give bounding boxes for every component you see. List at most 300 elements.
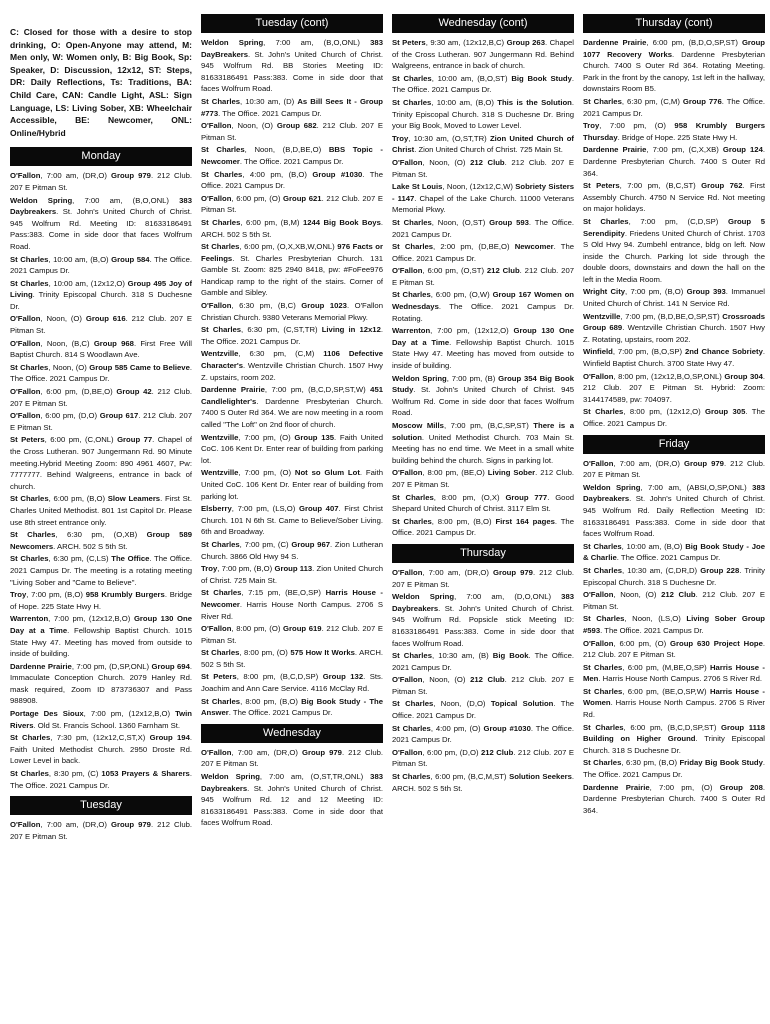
- meeting-location: . O'Fallon Christian Church. 9380 Veterans Memorial Pkwy.: [201, 301, 383, 322]
- meeting-city: St Charles: [392, 699, 434, 709]
- meeting-listing: [392, 492, 574, 515]
- meeting-city: O'Fallon: [10, 411, 41, 421]
- meeting-listing: [201, 771, 383, 829]
- meeting-listing: [10, 819, 192, 842]
- meeting-time-format: , 7:00 am, (DR,O): [613, 458, 684, 468]
- meeting-listing: [583, 782, 765, 817]
- meeting-listing: [201, 300, 383, 323]
- meeting-group-name: BBS Topic - Newcomer: [201, 145, 383, 166]
- meeting-group-name: 383 Daybreakers: [201, 772, 383, 793]
- meeting-location: . Harris House North Campus. 2706 S River Rd.: [201, 599, 383, 621]
- meeting-location: . 212 Club. 207 E Pitman St.: [10, 314, 192, 336]
- meeting-group-name: 212 Club: [480, 747, 514, 757]
- meeting-location: . 212 Club. 207 E Pitman St.: [392, 468, 574, 489]
- meeting-group-name: Group 979: [110, 171, 151, 181]
- meeting-listing: [201, 217, 383, 240]
- meeting-city: O'Fallon: [201, 624, 232, 634]
- meeting-time-format: , 6:30 pm, (C,LS): [48, 554, 112, 564]
- meeting-listing: [201, 647, 383, 670]
- meeting-listing: [201, 144, 383, 167]
- column-2: [201, 14, 383, 1018]
- meeting-location: . Zion Lutheran Church. 3866 Old Hwy 94 S.: [201, 539, 383, 561]
- meeting-group-name: Group 762: [701, 181, 743, 191]
- meeting-time-format: , 7:00 am, (D,O,ONL): [454, 592, 562, 602]
- meeting-location: . Good Shepard United Church of Christ. 3117 Elm St.: [392, 492, 574, 514]
- meeting-listing: [201, 348, 383, 383]
- meeting-group-name: First 164 pages: [495, 516, 555, 526]
- meeting-location: . Chapel of the Cross Lutheran. 907 Jungermann Rd. Behind Walgreens, entrance in back of church.: [392, 38, 574, 71]
- meeting-city: Dardenne Prairie: [583, 782, 650, 792]
- meeting-group-name: Group 132: [322, 672, 364, 682]
- meeting-listing: [10, 386, 192, 409]
- meeting-listing: [392, 591, 574, 649]
- meeting-location: . 212 Club. 207 E Pitman St.: [392, 157, 574, 179]
- meeting-time-format: , 7:00 am, (DR,O): [40, 171, 111, 181]
- meeting-listing: [201, 623, 383, 646]
- meeting-time-format: , 7:00 am, (B,O,ONL): [263, 38, 371, 47]
- meeting-listing: [583, 311, 765, 346]
- meeting-group-name: Group 167 Women on Wednesdays: [392, 290, 574, 312]
- meeting-location: . St. Charles Presbyterian Church. 131 Gamble St. Zoom: 825 2940 8418, pw: #FoFee976 Handicap ramp to the right of the stairs. Corner of Gamble and Sibley.: [201, 253, 383, 298]
- meeting-group-name: Big Book Study: [511, 73, 572, 83]
- meeting-location: . Trinity Episcopal Church. 318 S Duchesne Dr.: [583, 565, 765, 587]
- meeting-listing: [10, 661, 192, 707]
- meeting-time-format: , 6:00 pm, (O): [231, 193, 284, 203]
- meeting-location: . The Office. 2021 Campus Dr.: [616, 553, 721, 563]
- meeting-location: . 212 Club. 207 E Pitman St.: [10, 171, 192, 192]
- meeting-location: . 212 Club. 207 E Pitman St.: [201, 747, 383, 769]
- meeting-location: . 212 Club. 207 E Pitman St. Hybrid: Zoom: 3144174589, pw: 704097.: [583, 371, 765, 404]
- meeting-time-format: , 7:00 pm, (O): [238, 432, 295, 442]
- meeting-group-name: Group #1030: [312, 169, 363, 179]
- meeting-location: . 212 Club. 207 E Pitman St.: [583, 458, 765, 480]
- meeting-listing: [392, 241, 574, 264]
- meeting-city: Wentzville: [583, 311, 621, 321]
- meeting-group-name: Group 5 Serendipity: [583, 216, 765, 238]
- meeting-group-name: 212 Club: [661, 590, 696, 600]
- meeting-location: . 212 Club. 207 E Pitman St.: [10, 387, 192, 408]
- meeting-group-name: 383 Daybreakers: [392, 592, 574, 613]
- meeting-time-format: , 10:30 am, (C,DR,D): [622, 565, 701, 575]
- meeting-city: Wentzville: [201, 432, 239, 442]
- meeting-time-format: , 7:00 am, (DR,O): [422, 567, 493, 577]
- meeting-group-name: The Office: [111, 554, 150, 564]
- meeting-time-format: , 7:00 pm, (12x12,O): [430, 326, 514, 336]
- meeting-group-name: Friday Big Book Study: [679, 758, 763, 768]
- meeting-group-name: Group 979: [492, 567, 533, 577]
- meeting-city: Portage Des Sioux: [10, 709, 84, 719]
- meeting-city: St Charles: [583, 662, 623, 672]
- day-heading: Tuesday: [10, 796, 192, 815]
- meeting-city: Weldon Spring: [10, 195, 73, 205]
- meeting-group-name: Group 113: [274, 564, 313, 574]
- meeting-time-format: , 8:30 pm, (C): [48, 769, 102, 779]
- meeting-city: St Charles: [10, 494, 49, 504]
- meeting-time-format: , 6:00 pm, (O): [613, 638, 671, 648]
- meeting-listing: [10, 410, 192, 433]
- meeting-group-name: Living in 12x12: [321, 325, 381, 335]
- meeting-listing: [392, 373, 574, 419]
- meeting-location: . Immaculate Conception Church. 2079 Hanley Rd. mask required, Zoom ID 873736307 and Pass 988908.: [10, 661, 192, 706]
- meeting-group-name: Group 208: [719, 782, 763, 792]
- meeting-time-format: , 4:00 pm, (O): [430, 723, 484, 733]
- meeting-group-name: Group 304: [724, 371, 763, 381]
- meeting-location: . Dardenne Presbyterian Church. 7400 S Outer Rd 364.: [583, 145, 765, 178]
- meeting-time-format: , 7:00 am, (DR,O): [231, 747, 302, 757]
- meeting-listing: [10, 313, 192, 336]
- meeting-city: O'Fallon: [583, 371, 614, 381]
- meeting-listing: [583, 613, 765, 636]
- meeting-group-name: Topical Solution: [490, 699, 554, 709]
- meeting-location: . The Office. 2021 Campus Dr.: [392, 73, 574, 95]
- meeting-city: Troy: [392, 133, 409, 143]
- meeting-location: . 212 Club. 207 E Pitman St.: [583, 638, 765, 660]
- meeting-city: St Charles: [10, 733, 51, 743]
- meeting-city: Warrenton: [10, 614, 49, 624]
- meeting-time-format: , 8:00 pm, (BE,O): [422, 468, 488, 478]
- meeting-time-format: , 7:00 pm, (B,O): [26, 590, 86, 600]
- meeting-city: Elsberry: [201, 504, 232, 514]
- meeting-time-format: , 4:00 pm, (B,O): [242, 169, 313, 179]
- meeting-group-name: 2nd Chance Sobriety: [684, 347, 763, 357]
- meeting-time-format: , 6:00 pm, (B,C,D,SP,ST): [623, 722, 722, 732]
- meeting-time-format: , 7:00 pm, (B): [446, 373, 499, 383]
- meeting-time-format: , 7:00 pm, (LS,O): [231, 504, 299, 514]
- meeting-city: St Charles: [583, 722, 624, 732]
- meeting-location: . Harris House North Campus. 2706 S River Rd.: [583, 698, 765, 720]
- meeting-location: . Trinity Episcopal Church. 318 S Duchesne Dr. Bring your Big Book, Moved to Lower Level.: [392, 97, 574, 131]
- meeting-city: O'Fallon: [201, 301, 232, 311]
- meeting-group-name: Group 407: [298, 504, 339, 514]
- meeting-time-format: , 6:30 pm, (C,ST,TR): [241, 325, 322, 335]
- meeting-time-format: , 6:00 pm, (B,D,O,SP,ST): [646, 38, 742, 47]
- meeting-listing: [201, 539, 383, 562]
- meeting-time-format: , 10:00 am, (B,O): [48, 254, 112, 264]
- meeting-group-name: Living Sober Group #593: [583, 614, 765, 635]
- meeting-listing: [392, 289, 574, 324]
- meeting-listing: [583, 686, 765, 721]
- meeting-listing: [392, 567, 574, 590]
- meeting-listing: [201, 747, 383, 770]
- meeting-group-name: Group 77: [117, 435, 153, 445]
- meeting-city: St Charles: [201, 588, 242, 598]
- meeting-listing: [201, 169, 383, 192]
- meeting-city: St Charles: [392, 290, 431, 300]
- meeting-location: . St. John's United Church of Christ. 945 Wolfrum Rd. 12 and 12 Meeting ID: 81633186491 Pass:383. Come in side door that faces Wolfrum Road.: [201, 783, 383, 828]
- meeting-time-format: , 7:00 pm, (C,X,XB): [646, 145, 723, 155]
- meeting-city: Weldon Spring: [201, 772, 260, 782]
- meeting-listing: [201, 241, 383, 299]
- meeting-time-format: , Noon, (O): [231, 121, 277, 131]
- meeting-time-format: , 6:00 pm, (D,O): [422, 747, 481, 757]
- meeting-location: . Friedens United Church of Christ. 1703 S Old Hwy 94. Zumbehl entrance, bldg on left. Now inside the Church. Parking lot side through the double doors, downstairs and down the hall on the left in the Media Room.: [583, 228, 765, 284]
- meeting-city: St Charles: [10, 554, 49, 564]
- meeting-city: St Charles: [201, 242, 240, 252]
- meeting-group-name: Group 776: [682, 96, 722, 106]
- meeting-time-format: , 6:00 pm, (B,M): [240, 217, 303, 227]
- meeting-city: O'Fallon: [392, 157, 423, 167]
- meeting-city: St Charles: [201, 696, 241, 706]
- meeting-city: St Charles: [583, 565, 622, 575]
- meeting-location: . St. John's United Church of Christ. 945 Wolfrum Rd. Come in side door that faces Wolfrum Road.: [392, 385, 574, 418]
- meeting-group-name: 212 Club: [470, 675, 505, 685]
- meeting-time-format: , 8:00 pm, (B,C,D,SP): [236, 672, 323, 682]
- meeting-city: Wentzville: [201, 468, 239, 478]
- meeting-location: . The Office. 2021 Campus Dr.: [201, 325, 383, 346]
- meeting-location: . Harris House North Campus. 2706 S River Rd.: [598, 674, 763, 684]
- meeting-listing: [10, 613, 192, 659]
- meeting-time-format: , Noon, (O): [48, 362, 90, 372]
- meeting-city: St Charles: [10, 362, 49, 372]
- meeting-city: St Charles: [201, 217, 241, 227]
- meeting-location: . United Methodist Church. 703 Main St. Meeting has no end time. We Meet in a small white building behind the church. Signs in parking lot.: [392, 432, 574, 465]
- meeting-group-name: As Bill Sees It - Group #773: [201, 96, 383, 118]
- meeting-city: O'Fallon: [10, 171, 41, 181]
- meeting-city: Dardenne Prairie: [583, 38, 647, 47]
- meeting-listing: [583, 757, 765, 780]
- meeting-listing: [392, 516, 574, 539]
- meeting-listing: [201, 324, 383, 347]
- meeting-city: Weldon Spring: [392, 373, 447, 383]
- meeting-listing: [392, 674, 574, 697]
- meeting-time-format: , 10:30 am, (B): [431, 651, 493, 661]
- meeting-location: . 212 Club. 207 E Pitman St.: [392, 567, 574, 589]
- meeting-time-format: , 6:30 pm, (O,XB): [55, 530, 147, 540]
- meeting-listing: [201, 696, 383, 719]
- meeting-time-format: , 6:00 pm, (M,BE,O,SP): [622, 662, 710, 672]
- meeting-city: O'Fallon: [392, 747, 423, 757]
- meeting-location: . The Office. 2021 Campus Dr.: [392, 217, 574, 239]
- meeting-location: . The Office. 2021 Campus Dr.: [201, 169, 383, 191]
- day-heading: Tuesday (cont): [201, 14, 383, 33]
- meeting-listing: [392, 97, 574, 132]
- meeting-group-name: Group 585 Came to Believe: [89, 362, 190, 372]
- meeting-group-name: Group 616: [85, 314, 126, 324]
- meeting-time-format: , 6:30 pm, (B,O): [621, 758, 680, 768]
- meeting-listing: [392, 420, 574, 466]
- meeting-listing: [10, 493, 192, 528]
- meeting-listing: [583, 541, 765, 564]
- meeting-listing: [583, 638, 765, 661]
- meeting-location: . ARCH. 502 S 5th St.: [53, 541, 128, 551]
- meeting-group-name: Group 617: [99, 411, 139, 421]
- meeting-group-name: 958 Krumbly Burgers: [85, 590, 165, 600]
- meeting-location: . Zion United Church of Christ. 725 Main St.: [414, 145, 563, 155]
- meeting-listing: [201, 384, 383, 430]
- meeting-city: O'Fallon: [10, 338, 41, 348]
- meeting-city: St Charles: [10, 254, 49, 264]
- meeting-group-name: Group 621: [283, 193, 322, 203]
- meeting-location: . ARCH. 502 S 5th St.: [201, 217, 383, 239]
- meeting-time-format: , Noon, (O,ST): [431, 217, 490, 227]
- meeting-time-format: , 8:00 pm, (O,X): [433, 492, 506, 502]
- meeting-city: O'Fallon: [10, 387, 41, 397]
- meeting-listing: [10, 170, 192, 193]
- meeting-location: . Winfield Baptist Church. 3700 State Hwy 47.: [583, 347, 765, 369]
- meeting-location: . The Office. 2021 Campus Dr.: [10, 362, 192, 384]
- meeting-city: O'Fallon: [10, 314, 41, 324]
- meeting-location: . 212 Club. 207 E Pitman St.: [583, 590, 765, 611]
- meeting-listing: [201, 587, 383, 622]
- meeting-city: St Charles: [583, 686, 623, 696]
- meeting-location: . 212 Club. 207 E Pitman St.: [10, 411, 192, 432]
- meeting-listing: [583, 37, 765, 95]
- meeting-time-format: , 7:00 am, (DR,O): [40, 820, 111, 830]
- meeting-listing: [10, 529, 192, 552]
- meeting-time-format: , Noon, (O): [422, 157, 471, 167]
- meeting-time-format: , Noon, (LS,O): [624, 614, 687, 624]
- meeting-city: O'Fallon: [10, 820, 41, 830]
- day-heading: Friday: [583, 435, 765, 454]
- meeting-group-name: Group 979: [683, 458, 724, 468]
- meeting-group-name: Group 135: [294, 432, 335, 442]
- meeting-time-format: , 6:00 pm, (D,BE,O): [40, 387, 117, 397]
- meeting-time-format: , 7:00 pm, (B,C,ST): [619, 181, 702, 191]
- meeting-group-name: 958 Krumbly Burgers Thursday: [583, 121, 765, 142]
- meeting-time-format: , 8:00 pm, (B,O): [240, 696, 302, 706]
- meeting-time-format: , Noon, (O): [613, 590, 662, 600]
- meeting-time-format: , 7:00 pm, (D,SP,ONL): [71, 661, 152, 671]
- meeting-listing: [392, 467, 574, 490]
- meeting-listing: [583, 144, 765, 179]
- meeting-listing: [392, 325, 574, 371]
- meeting-location: . First Free Will Baptist Church. 814 S Woodlawn Ave.: [10, 338, 192, 360]
- meeting-location: . 212 Club. 207 E Pitman St.: [201, 624, 383, 645]
- meeting-group-name: Not so Glum Lot: [294, 468, 360, 478]
- meeting-group-name: Group 584: [111, 254, 150, 264]
- meeting-location: . Wentzville Christian Church. 1507 Hwy Z. Rotating, upstairs, room 202.: [583, 323, 765, 344]
- meeting-location: . The Office. 2021 Campus Dr.: [239, 156, 344, 166]
- meeting-listing: [583, 722, 765, 757]
- meeting-location: . Wentzville Christian Church. 1507 Hwy Z. upstairs, room 202.: [201, 361, 383, 382]
- meeting-group-name: Group 619: [283, 624, 322, 634]
- meeting-time-format: , Noon, (O): [422, 675, 471, 685]
- meeting-group-name: Group 630 Project Hope: [670, 638, 763, 648]
- meeting-group-name: 383 Daybreakers: [10, 195, 192, 217]
- meeting-listing: [392, 650, 574, 673]
- meeting-city: St Charles: [201, 96, 241, 106]
- meeting-time-format: , 6:30 pm, (C,M): [238, 349, 324, 359]
- meeting-group-name: 212 Club: [470, 157, 505, 167]
- meeting-city: Wright City: [583, 287, 626, 297]
- meeting-listing: [392, 771, 574, 794]
- meeting-city: Moscow Mills: [392, 421, 444, 430]
- meeting-group-name: Group 130 One Day at a Time: [10, 614, 192, 635]
- meeting-city: St Charles: [392, 651, 432, 661]
- meeting-group-name: Crossroads Group 689: [583, 311, 765, 333]
- meeting-group-name: Group 194: [149, 733, 190, 743]
- meeting-listing: [583, 662, 765, 685]
- day-heading: Wednesday: [201, 724, 383, 743]
- meeting-city: St Charles: [583, 758, 622, 768]
- meeting-city: Weldon Spring: [201, 38, 264, 47]
- meeting-group-name: Group 967: [291, 539, 330, 549]
- meeting-city: St Charles: [392, 242, 434, 252]
- meeting-group-name: Group #1030: [483, 723, 531, 733]
- meeting-listing: [392, 133, 574, 156]
- meeting-city: St Peters: [201, 672, 237, 682]
- meeting-city: St Charles: [10, 769, 49, 779]
- meeting-time-format: , 7:00 pm, (12x12,B,O): [83, 709, 176, 719]
- meeting-group-name: 575 How It Works: [290, 648, 355, 658]
- meeting-listing: [392, 723, 574, 746]
- meeting-time-format: , 7:00 pm, (12x12,B,O): [48, 614, 134, 624]
- meeting-group-name: Group 305: [705, 407, 746, 417]
- meeting-group-name: Group 682: [276, 121, 317, 131]
- meeting-group-name: Harris House - Men: [583, 662, 765, 684]
- meeting-location: . 212 Club. 207 E Pitman St.: [392, 266, 574, 287]
- meeting-location: . The Office. 2021 Campus Dr. Rotating.: [392, 302, 574, 323]
- meeting-time-format: , 7:00 am, (B,O,ONL): [72, 195, 180, 205]
- meeting-time-format: , 9:30 am, (12x12,B,C): [425, 38, 507, 47]
- meeting-time-format: , Noon, (D,O): [433, 699, 491, 709]
- meeting-city: St Charles: [392, 516, 432, 526]
- meeting-time-format: , 6:30 pm, (C,M): [621, 96, 683, 106]
- meeting-city: St Peters: [10, 435, 45, 445]
- meeting-location: . Fellowship Baptist Church. 1015 State Hwy 47. Meeting has moved from outside to inside of building.: [392, 337, 574, 371]
- meeting-group-name: Zion United Church of Christ: [392, 133, 574, 155]
- meeting-group-name: Group 593: [489, 217, 529, 227]
- meeting-group-name: Group 979: [110, 820, 151, 830]
- meeting-location: . The Office. 2021 Campus Dr.: [10, 254, 192, 276]
- meeting-group-name: Newcomer: [514, 242, 554, 252]
- meeting-listing: [392, 181, 574, 216]
- meeting-time-format: , 8:00 pm, (O): [239, 648, 291, 658]
- meeting-city: Winfield: [583, 347, 613, 357]
- meeting-city: O'Fallon: [392, 567, 423, 577]
- meeting-location: . 212 Club. 207 E Pitman St.: [201, 121, 383, 142]
- meeting-location: . The Office. 2021 Campus Dr.: [228, 708, 333, 718]
- meeting-time-format: , 6:00 pm, (O,ST): [422, 266, 487, 276]
- meeting-group-name: Group 228: [700, 565, 740, 575]
- meeting-time-format: , 6:00 pm, (B,C,M,ST): [430, 772, 510, 782]
- meeting-group-name: 1106 Defective Character's: [201, 349, 383, 371]
- meeting-listing: [10, 338, 192, 361]
- meeting-group-name: Group 263: [506, 38, 545, 47]
- meeting-listing: [583, 216, 765, 286]
- meeting-location: . ARCH. 502 S 5th St.: [201, 648, 383, 669]
- meeting-city: Dardenne Prairie: [583, 145, 647, 155]
- meeting-listing: [10, 278, 192, 313]
- meeting-listing: [392, 37, 574, 72]
- meeting-listing: [10, 434, 192, 492]
- meeting-time-format: , 7:00 pm, (B,O): [217, 564, 275, 574]
- meeting-listing: [10, 589, 192, 612]
- meeting-time-format: , 7:00 pm, (C): [239, 539, 292, 549]
- meeting-group-name: 212 Club: [486, 266, 520, 276]
- meeting-location: . First St. Charles United Methodist. 801 1st Capitol Dr. Please use 8th street entrance only.: [10, 494, 192, 527]
- meeting-listing: [583, 286, 765, 309]
- meeting-location: . St. John's United Church of Christ. 945 Wolfrum Rd. Daily Reflection Meeting ID: 81633186491 Pass:383. Come in side door that faces Wolfrum Road.: [583, 494, 765, 539]
- meeting-time-format: , 10:00 am, (B,O): [431, 97, 498, 107]
- meeting-city: St Charles: [583, 216, 629, 226]
- meeting-city: St Charles: [583, 407, 624, 417]
- meeting-listing: [583, 406, 765, 429]
- meeting-group-name: 1053 Prayers & Sharers: [101, 769, 190, 779]
- abbreviation-legend: C: Closed for those with a desire to stop drinking, O: Open-Anyone may attend, M: Men only, W: Women only, B: Big Book, Sp: Speaker, D: Discussion, 12x12, ST: Steps, DR: Daily Reflections, Ts: Traditions, BA: Child Care, CAN: Candle Light, ASL: Sign Language, LS: Living Sober, XB: Wheelchair Accessible, BE: Newcomer, ONL: Online/Hybrid: [10, 27, 192, 138]
- meeting-time-format: , Noon, (B,D,BE,O): [244, 145, 329, 155]
- meeting-location: . The Office. 2021 Campus Dr.: [583, 96, 765, 118]
- meeting-group-name: Big Book Study - Joe & Charlie: [583, 541, 765, 563]
- meeting-city: St Charles: [392, 772, 431, 782]
- meeting-time-format: , 6:00 pm, (O,W): [430, 290, 493, 300]
- meeting-location: . Faith United Methodist Church. 2950 Droste Rd. Lower Level in back.: [10, 733, 192, 766]
- meeting-location: . The Office. 2021 Campus Dr. The meeting is a rotating meeting "Living Sober and "Came to Believe".: [10, 554, 192, 587]
- meeting-time-format: , 10:00 am, (B,O): [621, 541, 686, 551]
- meeting-city: O'Fallon: [201, 193, 232, 203]
- meeting-time-format: , 8:00 pm, (12x12,O): [623, 407, 706, 417]
- meeting-time-format: , 10:30 am, (O,ST,TR): [408, 133, 490, 143]
